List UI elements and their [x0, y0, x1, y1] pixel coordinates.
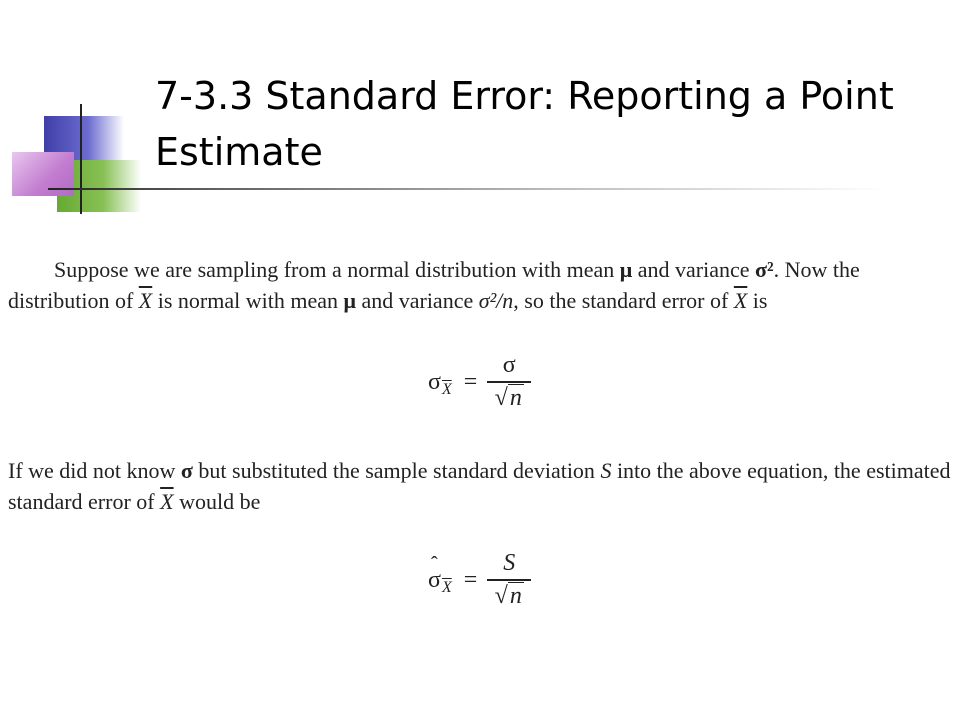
eq-numerator: S — [487, 550, 531, 581]
mu-symbol: μ — [619, 257, 633, 282]
sigma-symbol: σ — [180, 458, 193, 483]
sigma-squared-over-n: σ²/n — [478, 288, 514, 313]
paragraph-normal-distribution: Suppose we are sampling from a normal distribution with mean μ and variance σ². Now the distribution of $\overline{X}$ is normal with mean μ and variance σ²/n, so the standard error of $\overline{X}$ is — [8, 257, 860, 313]
eq-denominator — [495, 383, 524, 412]
sqrt-symbol: √ — [494, 385, 508, 411]
paragraph-estimated-error: If we did not know σ but substituted the sample standard deviation S into the above equation, the estimated standard error of $\overline{X}$ would be — [8, 458, 951, 514]
eq-subscript-x-bar: $\overline{X}$ — [441, 381, 452, 398]
eq-equals: = — [463, 368, 478, 395]
mu-symbol: μ — [343, 288, 356, 313]
standard-error-equation — [428, 352, 531, 412]
eq-fraction — [487, 550, 531, 610]
title-underline — [48, 188, 888, 190]
eq-fraction — [487, 352, 531, 412]
x-bar: $\overline{X}$ — [138, 288, 153, 313]
eq-radicand: n — [509, 583, 522, 609]
x-bar: $\overline{X}$ — [733, 288, 748, 313]
eq-radicand: n — [509, 385, 522, 411]
s-symbol: S — [600, 458, 612, 483]
x-bar: $\overline{X}$ — [160, 489, 174, 514]
eq-lhs-sigma-hat: ˆ σ — [428, 567, 441, 594]
eq-equals: = — [463, 566, 478, 593]
eq-lhs-sigma: σ — [428, 368, 441, 395]
vertical-rule — [80, 104, 82, 214]
sigma-squared: σ² — [755, 257, 774, 282]
estimated-standard-error-equation — [428, 550, 531, 610]
sqrt-symbol: √ — [494, 583, 508, 609]
eq-denominator — [495, 581, 524, 610]
eq-subscript-x-bar: $\overline{X}$ — [441, 579, 452, 596]
slide-title: 7-3.3 Standard Error: Reporting a Point Estimate — [155, 74, 894, 174]
corner-decoration — [0, 0, 160, 230]
eq-numerator: σ — [487, 352, 531, 383]
